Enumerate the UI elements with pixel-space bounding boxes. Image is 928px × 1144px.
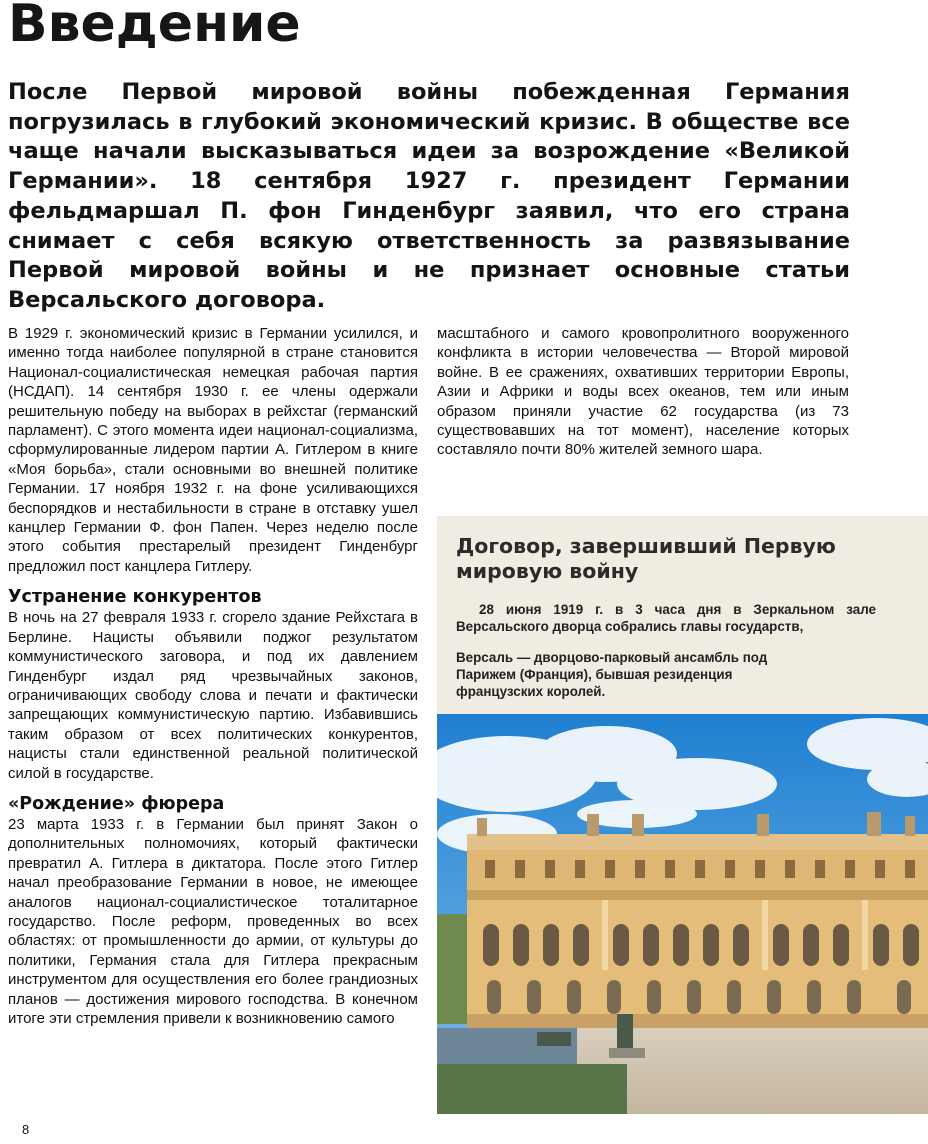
sidebar-text: 28 июня 1919 г. в 3 часа дня в Зеркальном зале Версальского дворца собрались главы государств,: [456, 602, 876, 634]
right-column: [437, 324, 849, 460]
lead-paragraph: После Первой мировой войны побежденная Германия погрузилась в глубокий экономический кризис. В обществе все чаще начали высказываться идеи за возрождение «Великой Германии». 18 сентября 1927 г. президент Германии фельдмаршал П. фон Гинденбург заявил, что его страна снимает с себя всякую ответственность за развязывание Первой мировой войны и не признает основные статьи Версальского договора.: [8, 79, 850, 313]
section-heading-competitors: Устранение конкурентов: [8, 587, 262, 608]
left-column: [8, 324, 418, 1028]
lawn: [437, 1064, 627, 1114]
section-heading-fuhrer: «Рождение» фюрера: [8, 793, 225, 814]
page-number: 8: [22, 1122, 30, 1137]
right-column-text: масштабного и самого кровопролитного вооруженного конфликта в истории человечества — Второй мировой войне. В ее сражениях, охвативших территории Европы, Азии и Африки и воды всех океанов, тем или иным образом приняли участие 62 государства (из 73 существовавших на тот момент), население которых составляло почти 80% жителей земного шара.: [437, 325, 849, 459]
page-title: Введение: [8, 0, 301, 54]
versailles-palace-photo: [437, 714, 928, 1114]
section-fuhrer-text: 23 марта 1933 г. в Германии был принят Закон о дополнительных полномочиях, который фактически превратил А. Гитлера в диктатора. После этого Гитлер начал преобразование Германии в новое, не имеющее аналогов национал-социалистическое тоталитарное государство. После реформ, проведенных во всех областях: от промышленности до армии, от культуры до политики, Германия стала для Гитлера прекрасным инструментом для осуществления его более грандиозных планов — достижения мирового господства. В конечном итоге эти стремления привели к возникновению самого: [8, 815, 418, 1027]
intro-paragraph: В 1929 г. экономический кризис в Германии усилился, и именно тогда наиболее популярной в стране становится Национал-социалистическая немецкая рабочая партия (НСДАП). 14 сентября 1930 г. ее члены одержали решительную победу на выборах в рейхстаг (германский парламент). С этого момента идеи национал-социализма, сформулированные лидером партии А. Гитлером в книге «Моя борьба», стали основными во внешней политике Германии. 17 ноября 1932 г. на фоне усиливающихся беспорядков и нестабильности в стране в отставку ушел канцлер Германии Ф. фон Папен. Через неделю после этого события престарелый президент Гинденбург предложил пост канцлера Гитлеру.: [8, 325, 418, 575]
photo-caption: Версаль — дворцово-парковый ансамбль под Парижем (Франция), бывшая резиденция французских королей.: [456, 650, 768, 699]
section-competitors-text: В ночь на 27 февраля 1933 г. сгорело здание Рейхстага в Берлине. Нацисты объявили поджог результатом коммунистического заговора, и под их давлением Гинденбург издал ряд чрезвычайных законов, ограничивающих свободу слова и печати и фактически запрещающих коммунистическую партию. Избавившись таким образом от всех политических конкурентов, нацисты стали единственной реальной политической силой в государстве.: [8, 609, 418, 782]
sidebar-box: [437, 516, 928, 1114]
sidebar-title: Договор, завершивший Первую мировую войну: [456, 534, 836, 583]
palace: [467, 812, 928, 1028]
